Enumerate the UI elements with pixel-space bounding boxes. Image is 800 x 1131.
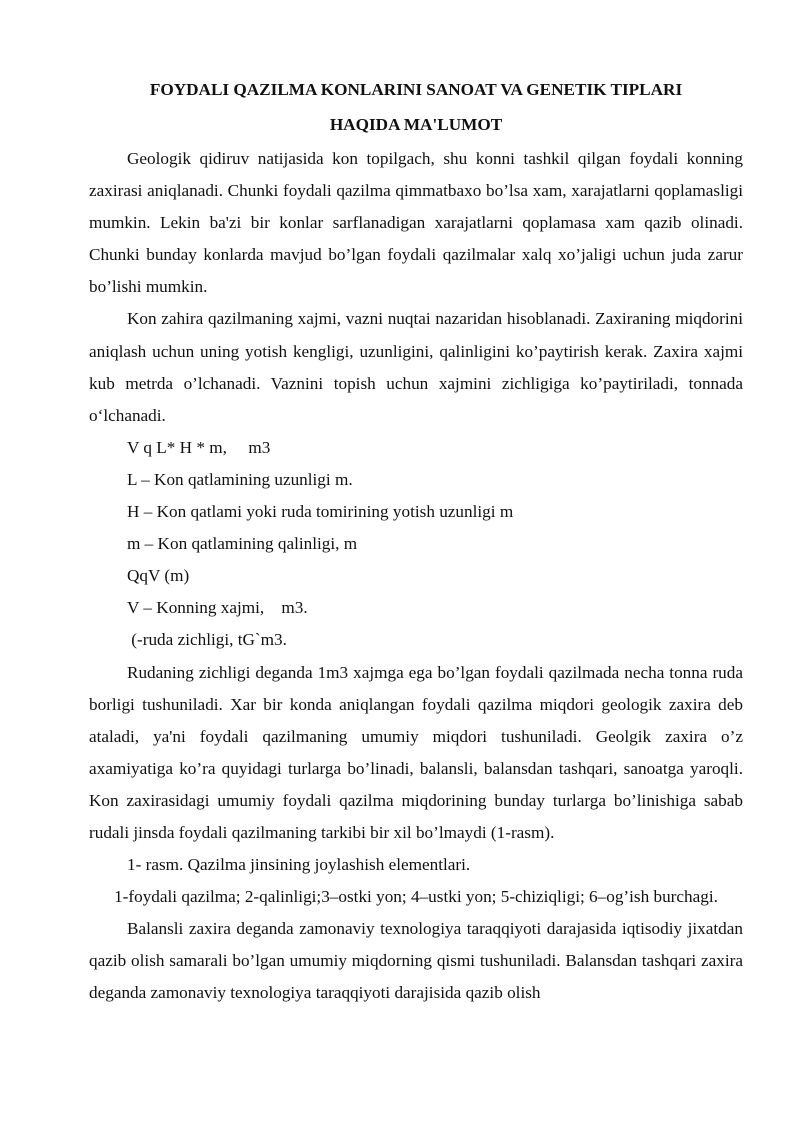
- formula-def-thickness: m – Kon qatlamining qalinligi, m: [127, 534, 358, 554]
- figure-legend: 1-foydali qazilma; 2-qalinligi;3–ostki yon; 4–ustki yon; 5-chiziqligi; 6–og’ish burchagi.: [114, 887, 718, 907]
- paragraph-3: Rudaning zichligi deganda 1m3 xajmga ega bo’lgan foydali qazilmada necha tonna ruda borligi tushuniladi. Xar bir konda aniqlangan foydali qazilma miqdori geologik zaxira deb ataladi, ya'ni foydali qazilmaning umumiy miqdori tushuniladi. Geolgik zaxira o’z axamiyatiga ko’ra quyidagi turlarga bo’linadi, balansli, balansdan tashqari, sanoatga yaroqli. Kon zaxirasidagi umumiy foydali qazilma miqdorining bunday turlarga bo’linishiga sabab rudali jinsda foydali qazilmaning tarkibi bir xil bo’lmaydi (1-rasm).: [89, 662, 743, 842]
- paragraph-2: Kon zahira qazilmaning xajmi, vazni nuqtai nazaridan hisoblanadi. Zaxiraning miqdorini aniqlash uchun uning yotish kengligi, uzunligini, qalinligini ko’paytirish kerak. Zaxira xajmi kub metrda o’lchanadi. Vaznini topish uchun xajmini zichligiga ko’paytiriladi, tonnada o‘lchanadi.: [89, 309, 743, 425]
- paragraph-1: Geologik qidiruv natijasida kon topilgach, shu konni tashkil qilgan foydali konning zaxirasi aniqlanadi. Chunki foydali qazilma qimmatbaxo bo’lsa xam, xarajatlarni qoplamasligi mumkin. Lekin ba'zi bir konlar sarflanadigan xarajatlarni qoplamasa xam qazib olinadi. Chunki bunday konlarda mavjud bo’lgan foydali qazilmalar xalq xo’jaligi uchun juda zarur bo’lishi mumkin.: [89, 149, 743, 297]
- title-line-2: HAQIDA MA'LUMOT: [329, 115, 503, 134]
- document-title: [89, 72, 743, 142]
- formula-mass: QqV (m): [127, 566, 190, 586]
- document-page: [89, 72, 743, 1010]
- formula-def-volume: V – Konning xajmi, m3.: [127, 598, 308, 618]
- formula-block: [89, 432, 743, 657]
- formula-def-density: (-ruda zichligi, tG`m3.: [127, 630, 287, 650]
- formula-def-height: H – Kon qatlami yoki ruda tomirining yotish uzunligi m: [127, 502, 514, 522]
- paragraph-4: Balansli zaxira deganda zamonaviy texnologiya taraqqiyoti darajasida iqtisodiy jixatdan qazib olish samarali bo’lgan umumiy miqdorning qismi tushuniladi. Balansdan tashqari zaxira deganda zamonaviy texnologiya taraqqiyoti darajisida qazib olish: [89, 919, 743, 1003]
- title-line-1: FOYDALI QAZILMA KONLARINI SANOAT VA GENETIK TIPLARI: [149, 80, 683, 99]
- formula-def-length: L – Kon qatlamining uzunligi m.: [127, 469, 353, 489]
- figure-caption: 1- rasm. Qazilma jinsining joylashish elementlari.: [127, 855, 471, 875]
- formula-volume: V q L* H * m, m3: [127, 437, 271, 457]
